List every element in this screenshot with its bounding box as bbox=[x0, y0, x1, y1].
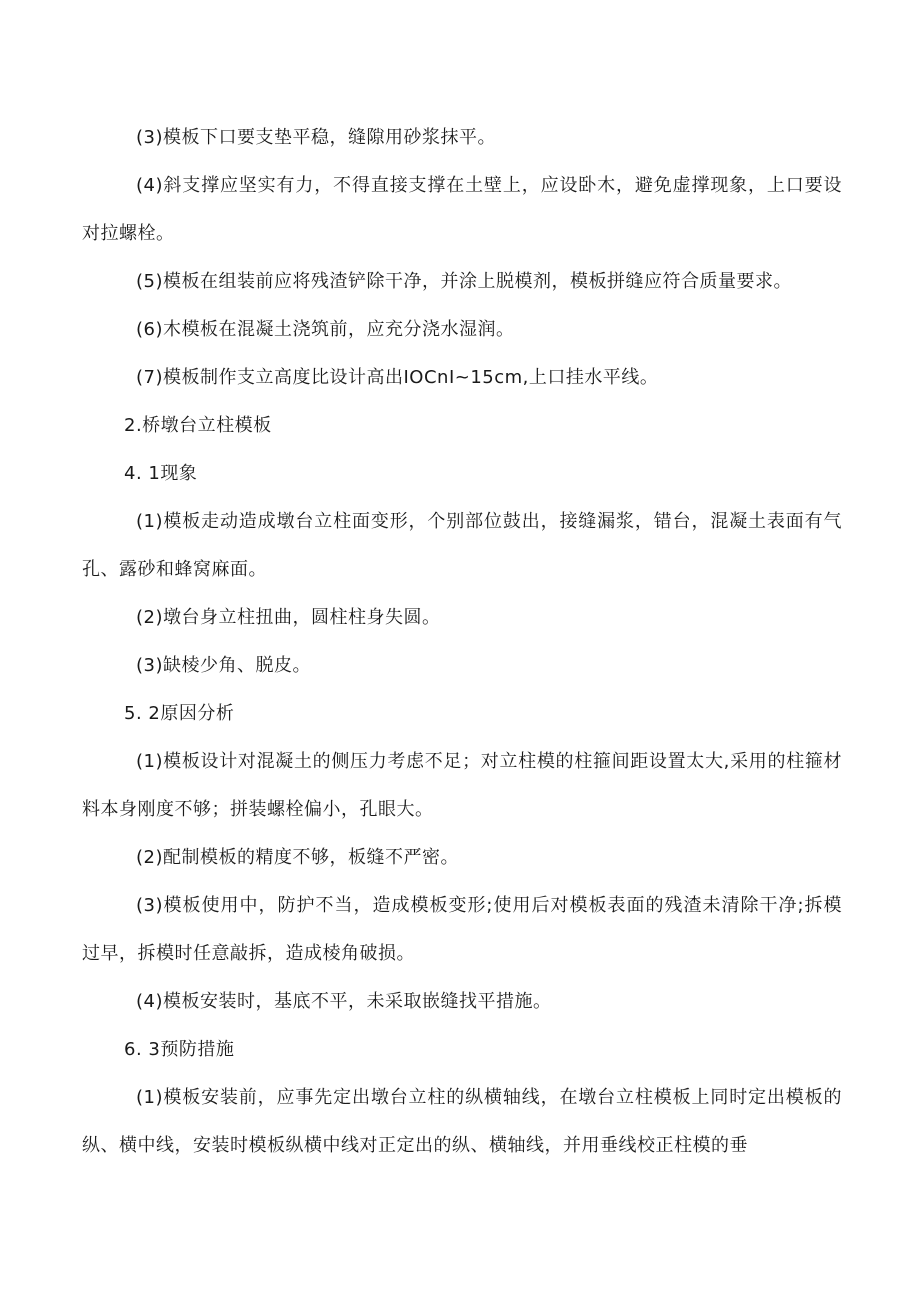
paragraph-base-support: (3)模板下口要支垫平稳，缝隙用砂浆抹平。 bbox=[136, 127, 496, 148]
subsection-heading-phenomenon: 4. 1现象 bbox=[124, 463, 198, 484]
document-body bbox=[82, 114, 842, 1170]
subsection-heading-cause-analysis: 5. 2原因分析 bbox=[124, 703, 235, 724]
paragraph-design-pressure: (1)模板设计对混凝土的侧压力考虑不足；对立柱模的柱箍间距设置太大,采用的柱箍材料本身刚度不够；拼装螺栓偏小，孔眼大。 bbox=[82, 751, 842, 820]
paragraph-wood-wetting: (6)木模板在混凝土浇筑前，应充分浇水湿润。 bbox=[136, 319, 515, 340]
paragraph-twisting: (2)墩台身立柱扭曲，圆柱柱身失圆。 bbox=[136, 607, 441, 628]
paragraph-uneven-base: (4)模板安装时，基底不平，未采取嵌缝找平措施。 bbox=[136, 991, 552, 1012]
paragraph-deformation: (1)模板走动造成墩台立柱面变形，个别部位鼓出，接缝漏浆，错台，混凝土表面有气孔、露砂和蜂窝麻面。 bbox=[82, 511, 842, 580]
paragraph-usage-protection: (3)模板使用中，防护不当，造成模板变形;使用后对模板表面的残渣未清除干净;拆模过早，拆模时任意敲拆，造成棱角破损。 bbox=[82, 895, 842, 964]
paragraph-missing-edges: (3)缺棱少角、脱皮。 bbox=[136, 655, 311, 676]
subsection-heading-prevention: 6. 3预防措施 bbox=[124, 1039, 235, 1060]
paragraph-axis-alignment: (1)模板安装前，应事先定出墩台立柱的纵横轴线，在墩台立柱模板上同时定出模板的纵、横中线，安装时模板纵横中线对正定出的纵、横轴线，并用垂线校正柱模的垂 bbox=[82, 1087, 842, 1156]
paragraph-diagonal-brace: (4)斜支撑应坚实有力，不得直接支撑在土壁上，应设卧木，避免虚撑现象，上口要设对拉螺栓。 bbox=[82, 175, 842, 244]
paragraph-residue-cleaning: (5)模板在组装前应将残渣铲除干净，并涂上脱模剂，模板拼缝应符合质量要求。 bbox=[136, 271, 792, 292]
paragraph-formwork-height: (7)模板制作支立高度比设计高出IOCnI~15cm,上口挂水平线。 bbox=[136, 367, 659, 388]
section-heading-pier-column: 2.桥墩台立柱模板 bbox=[124, 415, 272, 436]
paragraph-precision: (2)配制模板的精度不够，板缝不严密。 bbox=[136, 847, 459, 868]
